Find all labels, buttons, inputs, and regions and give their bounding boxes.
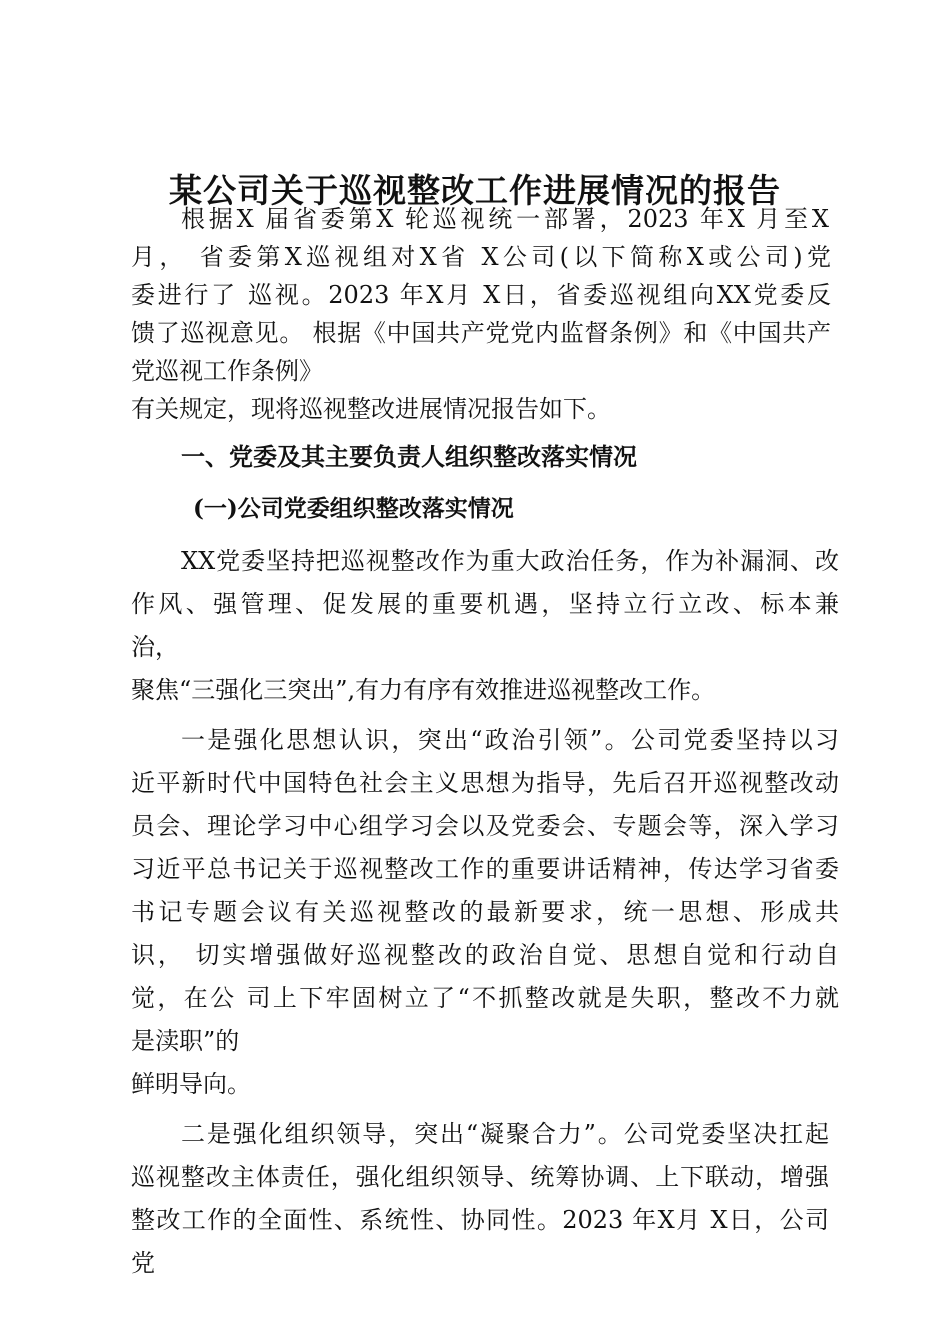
paragraph-line: 习近平总书记关于巡视整改工作的重要讲话精神，传达学习省委 (131, 855, 839, 883)
paragraph-line: 党巡视工作条例》 (131, 357, 323, 385)
paragraph-line: 鲜明导向。 (131, 1070, 251, 1098)
paragraph-line: 二是强化组织领导，突出“凝聚合力”。公司党委坚决扛起 (181, 1120, 829, 1148)
paragraph-line: 党 (131, 1249, 155, 1277)
paragraph-line: 聚焦“三强化三突出”,有力有序有效推进巡视整改工作。 (131, 676, 716, 704)
paragraph-line: 一是强化思想认识，突出“政治引领”。公司党委坚持以习 (181, 726, 839, 754)
paragraph-line: 员会、理论学习中心组学习会以及党委会、专题会等，深入学习 (131, 812, 839, 840)
section-heading: 一、党委及其主要负责人组织整改落实情况 (181, 443, 637, 471)
subsection-heading: (一)公司党委组织整改落实情况 (193, 495, 514, 522)
paragraph-line: XX党委坚持把巡视整改作为重大政治任务，作为补漏洞、改 (181, 547, 839, 575)
document-title: 某公司关于巡视整改工作进展情况的报告 (169, 171, 781, 210)
paragraph-line: 有关规定，现将巡视整改进展情况报告如下。 (131, 395, 611, 423)
paragraph-line: 近平新时代中国特色社会主义思想为指导，先后召开巡视整改动 (131, 769, 839, 797)
paragraph-line: 是渎职”的 (131, 1027, 240, 1055)
paragraph-line: 书记专题会议有关巡视整改的最新要求，统一思想、形成共 (131, 898, 839, 926)
paragraph-line: 馈了巡视意见。 根据《中国共产党党内监督条例》和《中国共产 (131, 319, 831, 347)
paragraph-line: 巡视整改主体责任，强化组织领导、统筹协调、上下联动，增强 (131, 1163, 829, 1191)
paragraph-line: 识， 切实增强做好巡视整改的政治自觉、思想自觉和行动自 (131, 941, 839, 969)
paragraph-line: 委进行了 巡视。2023 年X月 X日，省委巡视组向XX党委反 (131, 281, 831, 309)
paragraph-line: 觉，在公 司上下牢固树立了“不抓整改就是失职，整改不力就 (131, 984, 839, 1012)
paragraph-line: 作风、强管理、促发展的重要机遇，坚持立行立改、标本兼 (131, 590, 839, 618)
paragraph-line: 整改工作的全面性、系统性、协同性。2023 年X月 X日，公司 (131, 1206, 829, 1234)
paragraph-line: 治， (131, 633, 179, 661)
paragraph-line: 月， 省委第X巡视组对X省 X公司(以下简称X或公司)党 (131, 243, 831, 271)
paragraph-line: 根据X 届省委第X 轮巡视统一部署，2023 年X 月至X (181, 205, 829, 233)
